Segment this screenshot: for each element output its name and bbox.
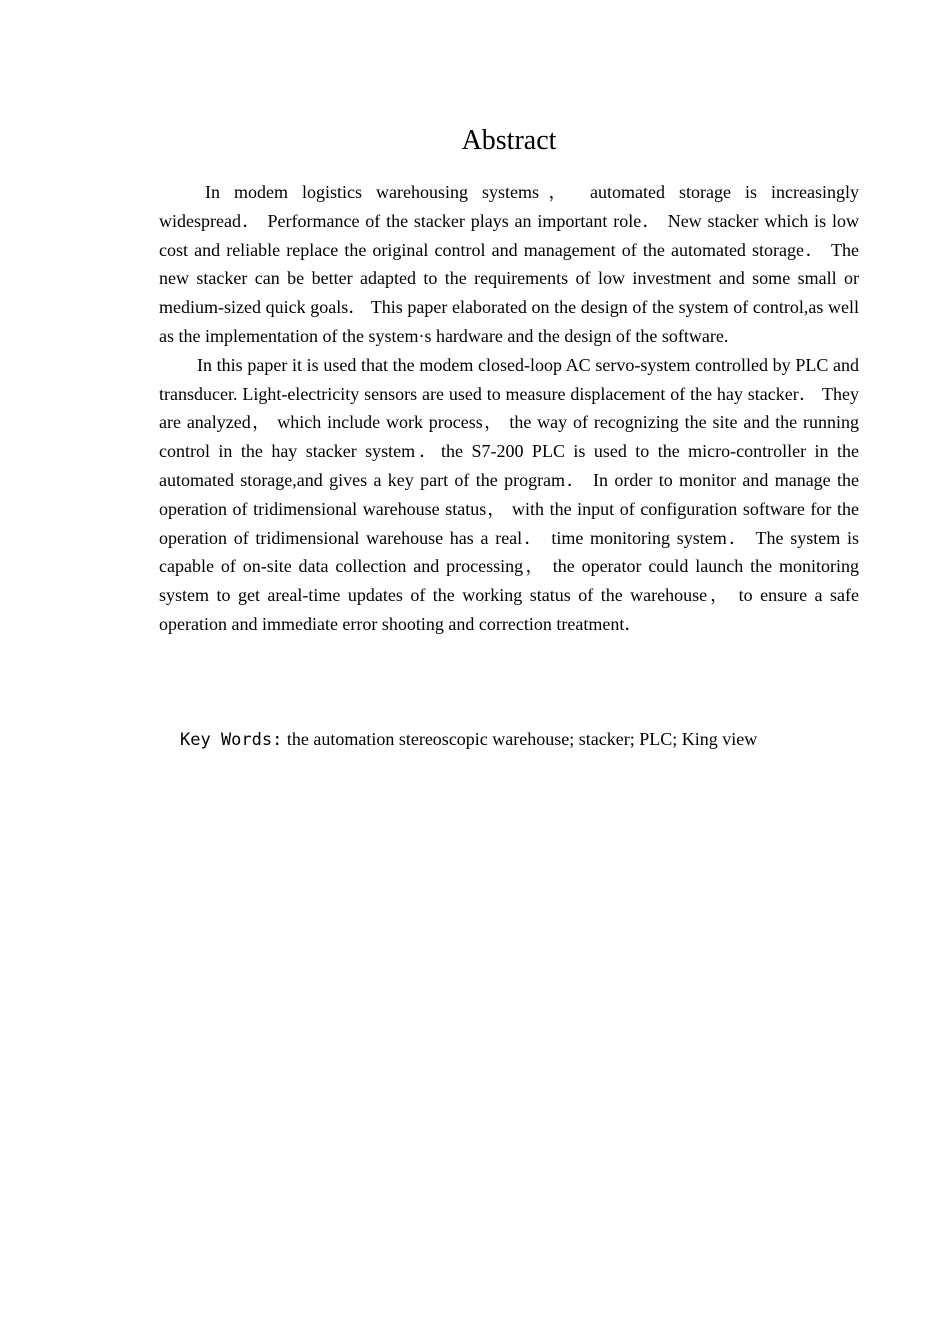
abstract-title: Abstract xyxy=(461,125,557,156)
keywords-line xyxy=(180,725,870,754)
keywords-value: the automation stereoscopic warehouse; stacker; PLC; King view xyxy=(286,729,758,749)
abstract-paragraph-2: In this paper it is used that the modem closed-loop AC servo-system controlled by PLC and transducer. Light-electricity sensors are used to measure displacement of the hay stacker． They are analyzed， which include work process， the way of recognizing the site and the running control in the hay stacker system．the S7-200 PLC is used to the micro-controller in the automated storage,and gives a key part of the program． In order to monitor and manage the operation of tridimensional warehouse status， with the input of configuration software for the operation of tridimensional warehouse has a real． time monitoring system． The system is capable of on-site data collection and processing， the operator could launch the monitoring system to get areal-time updates of the working status of the warehouse， to ensure a safe operation and immediate error shooting and correction treatment． xyxy=(159,354,859,634)
abstract-body xyxy=(159,178,859,639)
abstract-paragraph-1: In modem logistics warehousing systems， automated storage is increasingly widespread． Performance of the stacker plays an important role． New stacker which is low cost and reliable replace the original control and management of the automated storage． The new stacker can be better adapted to the requirements of low investment and some small or medium-sized quick goals． This paper elaborated on the design of the system of control,as well as the implementation of the system·s hardware and the design of the software. xyxy=(159,182,859,346)
keywords-label: Key Words: xyxy=(180,730,283,750)
